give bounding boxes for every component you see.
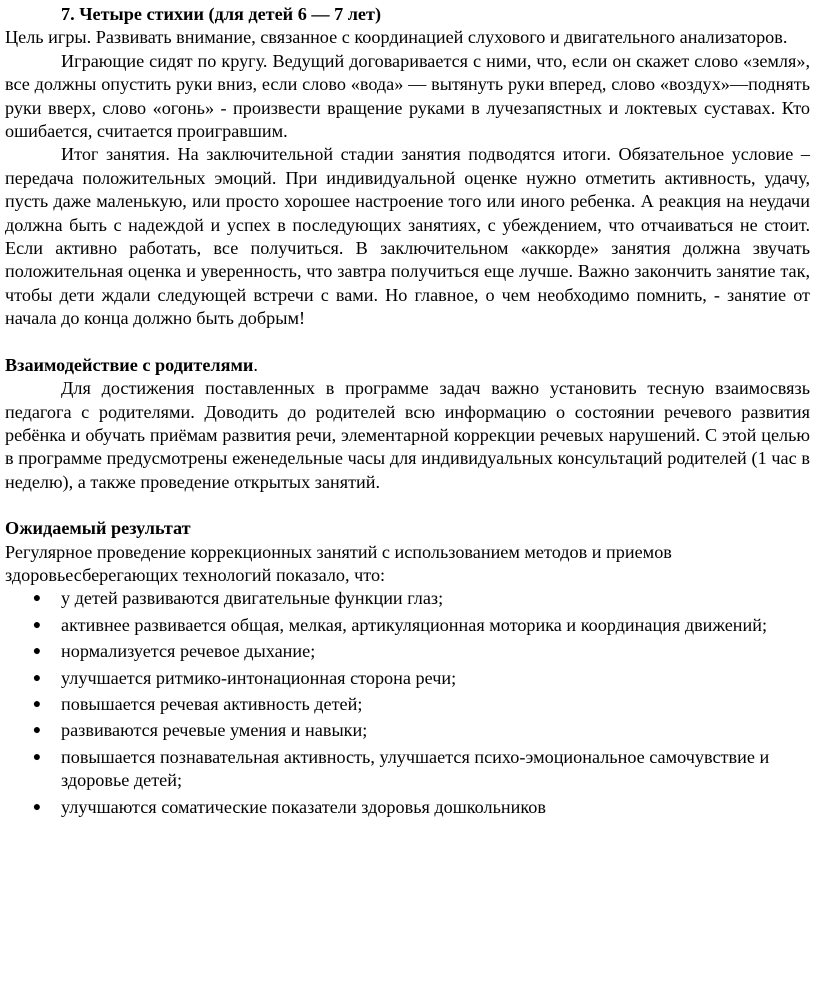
spacer	[5, 494, 810, 517]
list-item	[5, 719, 810, 742]
game-goal: Цель игры. Развивать внимание, связанное с координацией слухового и двигательного анализаторов.	[5, 27, 788, 48]
list-item-text: активнее развивается общая, мелкая, артикуляционная моторика и координация движений;	[61, 614, 768, 635]
list-item-text: развиваются речевые умения и навыки;	[61, 720, 368, 741]
bullet-icon: ●	[32, 723, 42, 739]
bullet-icon: ●	[32, 617, 42, 633]
list-item-text: нормализуется речевое дыхание;	[61, 641, 316, 662]
parents-heading-line	[5, 354, 810, 377]
results-list	[5, 587, 810, 819]
game-title: 7. Четыре стихии (для детей 6 — 7 лет)	[61, 4, 381, 24]
list-item-text: у детей развиваются двигательные функции глаз;	[61, 588, 444, 609]
parents-heading: Взаимодействие с родителями	[5, 354, 254, 375]
parents-body: Для достижения поставленных в программе задач важно установить тесную взаимосвязь педагога с родителями. Доводить до родителей всю информацию о состоянии речевого развития ребёнка и обучать приёмам развития речи, элементарной коррекции речевых нарушений. С этой целью в программе предусмотрены еженедельные часы для индивидуальных консультаций родителей (1 час в неделю), а также проведение открытых занятий.	[5, 378, 810, 492]
list-item	[5, 640, 810, 663]
bullet-icon: ●	[32, 591, 42, 607]
list-item	[5, 587, 810, 610]
list-item	[5, 614, 810, 637]
list-item-text: улучшаются соматические показатели здоровья дошкольников	[61, 796, 546, 817]
spacer	[5, 331, 810, 354]
bullet-icon: ●	[32, 696, 42, 712]
list-item-text: улучшается ритмико-интонационная сторона речи;	[61, 667, 457, 688]
bullet-icon: ●	[32, 670, 42, 686]
bullet-icon: ●	[32, 799, 42, 815]
list-item	[5, 693, 810, 716]
bullet-icon: ●	[32, 644, 42, 660]
list-item	[5, 667, 810, 690]
results-heading: Ожидаемый результат	[5, 518, 191, 539]
game-rules: Играющие сидят по кругу. Ведущий договаривается с ними, что, если он скажет слово «земля», все должны опустить руки вниз, если слово «вода» — вытянуть руки вперед, слово «воздух»—поднять руки вверх, слово «огонь» - произвести вращение руками в лучезапястных и локтевых суставах. Кто ошибается, считается проигравшим.	[5, 50, 810, 142]
list-item	[5, 796, 810, 819]
list-item	[5, 746, 810, 793]
list-item-text: повышается познавательная активность, улучшается психо-эмоциональное самочувствие и здоровье детей;	[61, 746, 770, 791]
lesson-summary: Итог занятия. На заключительной стадии занятия подводятся итоги. Обязательное условие – передача положительных эмоций. При индивидуальной оценке нужно отметить активность, удачу, пусть даже маленькую, или просто хорошее настроение того или иного ребенка. А реакция на неудачи должна быть с надеждой и успех в последующих занятиях, с убеждением, что отчаиваться не стоит. Если активно работать, все получиться. В заключительном «аккорде» занятия должна звучать положительная оценка и уверенность, что завтра получиться еще лучше. Важно закончить занятие так, чтобы дети ждали следующей встречи с вами. Но главное, о чем необходимо помнить, - занятие от начала до конца должно быть добрым!	[5, 144, 810, 329]
results-intro: Регулярное проведение коррекционных занятий с использованием методов и приемов здоровьесберегающих технологий показало, что:	[5, 541, 672, 585]
list-item-text: повышается речевая активность детей;	[61, 693, 363, 714]
parents-heading-suffix: .	[253, 354, 258, 375]
bullet-icon: ●	[32, 749, 42, 765]
